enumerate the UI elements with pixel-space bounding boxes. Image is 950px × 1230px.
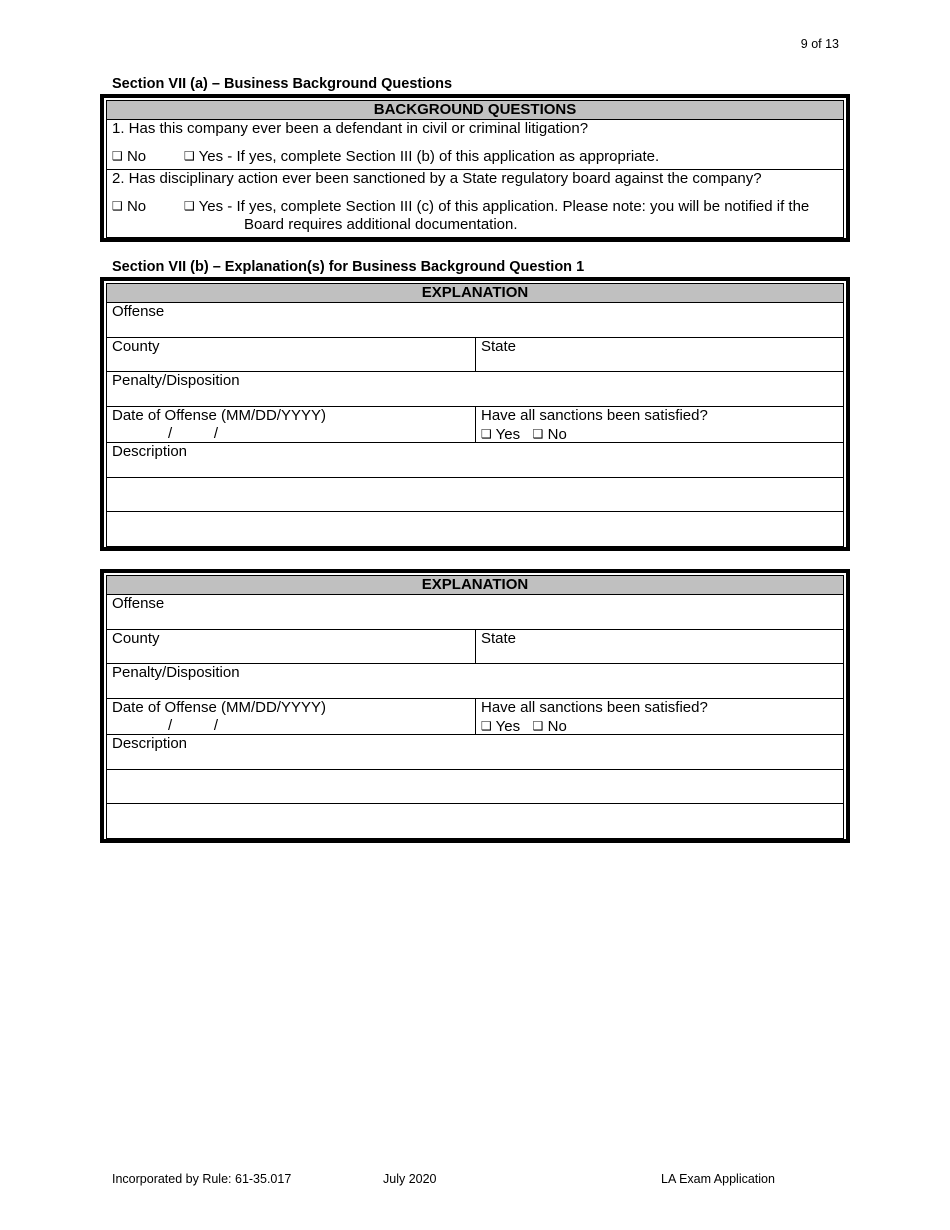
description-line[interactable]: [107, 770, 843, 803]
description-line[interactable]: [107, 478, 843, 511]
sanctions-field: [476, 699, 843, 734]
q2-yes-label: Yes - If yes, complete Section III (c) of this application. Please note: you will be notified if the: [198, 198, 810, 215]
state-field[interactable]: State: [481, 630, 517, 647]
section-a-title: Section VII (a) – Business Background Questions: [112, 76, 453, 92]
question-1-text: 1. Has this company ever been a defendant in civil or criminal litigation?: [112, 120, 589, 137]
yes-label: Yes: [495, 718, 521, 735]
question-1: [107, 120, 843, 170]
checkbox-icon[interactable]: ❑: [532, 427, 544, 441]
sanctions-no-option[interactable]: [533, 718, 567, 735]
date-slashes: / /: [168, 425, 219, 442]
no-label: No: [547, 426, 567, 443]
q2-no-option[interactable]: [112, 197, 184, 234]
checkbox-icon[interactable]: ❑: [112, 149, 123, 163]
checkbox-icon[interactable]: ❑: [184, 149, 195, 163]
explanation-header: EXPLANATION: [107, 576, 843, 595]
county-field[interactable]: County: [107, 338, 476, 371]
explanation-table-1: [100, 277, 850, 551]
date-of-offense-field[interactable]: [107, 699, 476, 734]
q2-no-label: No: [126, 198, 147, 215]
section-b-title: Section VII (b) – Explanation(s) for Business Background Question 1: [112, 259, 585, 275]
explanation-table-2: [100, 569, 850, 843]
background-questions-header: BACKGROUND QUESTIONS: [107, 101, 843, 120]
question-2-text: 2. Has disciplinary action ever been sanctioned by a State regulatory board against the company?: [112, 170, 762, 187]
description-line[interactable]: [107, 804, 843, 838]
q1-no-label: No: [126, 148, 147, 165]
penalty-disposition-field[interactable]: Penalty/Disposition: [112, 372, 240, 389]
explanation-header: EXPLANATION: [107, 284, 843, 303]
offense-field[interactable]: Offense: [112, 595, 165, 612]
penalty-disposition-field[interactable]: Penalty/Disposition: [112, 664, 240, 681]
q1-no-option[interactable]: [112, 147, 184, 166]
footer-rule: Incorporated by Rule: 61-35.017: [112, 1172, 292, 1186]
description-field[interactable]: Description: [112, 443, 188, 460]
sanctions-question: Have all sanctions been satisfied?: [481, 699, 708, 716]
sanctions-no-option[interactable]: [533, 426, 567, 443]
q2-yes-label-cont: Board requires additional documentation.: [244, 216, 518, 233]
yes-label: Yes: [495, 426, 521, 443]
date-label: Date of Offense (MM/DD/YYYY): [112, 699, 326, 716]
description-line[interactable]: [107, 512, 843, 546]
checkbox-icon[interactable]: ❑: [112, 199, 123, 213]
sanctions-yes-option[interactable]: [481, 426, 520, 443]
sanctions-field: [476, 407, 843, 442]
page-number: 9 of 13: [800, 37, 839, 51]
date-slashes: / /: [168, 717, 219, 734]
question-2: [107, 170, 843, 234]
checkbox-icon[interactable]: ❑: [481, 719, 492, 733]
footer-date: July 2020: [383, 1172, 437, 1186]
state-field[interactable]: State: [481, 338, 517, 355]
description-field[interactable]: Description: [112, 735, 188, 752]
date-label: Date of Offense (MM/DD/YYYY): [112, 407, 326, 424]
checkbox-icon[interactable]: ❑: [532, 719, 544, 733]
q2-yes-option[interactable]: [184, 197, 838, 234]
footer-title: LA Exam Application: [661, 1172, 775, 1186]
q1-yes-label: Yes - If yes, complete Section III (b) of this application as appropriate.: [198, 148, 660, 165]
checkbox-icon[interactable]: ❑: [184, 199, 195, 213]
date-of-offense-field[interactable]: [107, 407, 476, 442]
checkbox-icon[interactable]: ❑: [481, 427, 492, 441]
no-label: No: [547, 718, 567, 735]
county-field[interactable]: County: [107, 630, 476, 663]
q1-yes-option[interactable]: [184, 147, 838, 166]
sanctions-question: Have all sanctions been satisfied?: [481, 407, 708, 424]
offense-field[interactable]: Offense: [112, 303, 165, 320]
sanctions-yes-option[interactable]: [481, 718, 520, 735]
background-questions-table: [100, 94, 850, 242]
